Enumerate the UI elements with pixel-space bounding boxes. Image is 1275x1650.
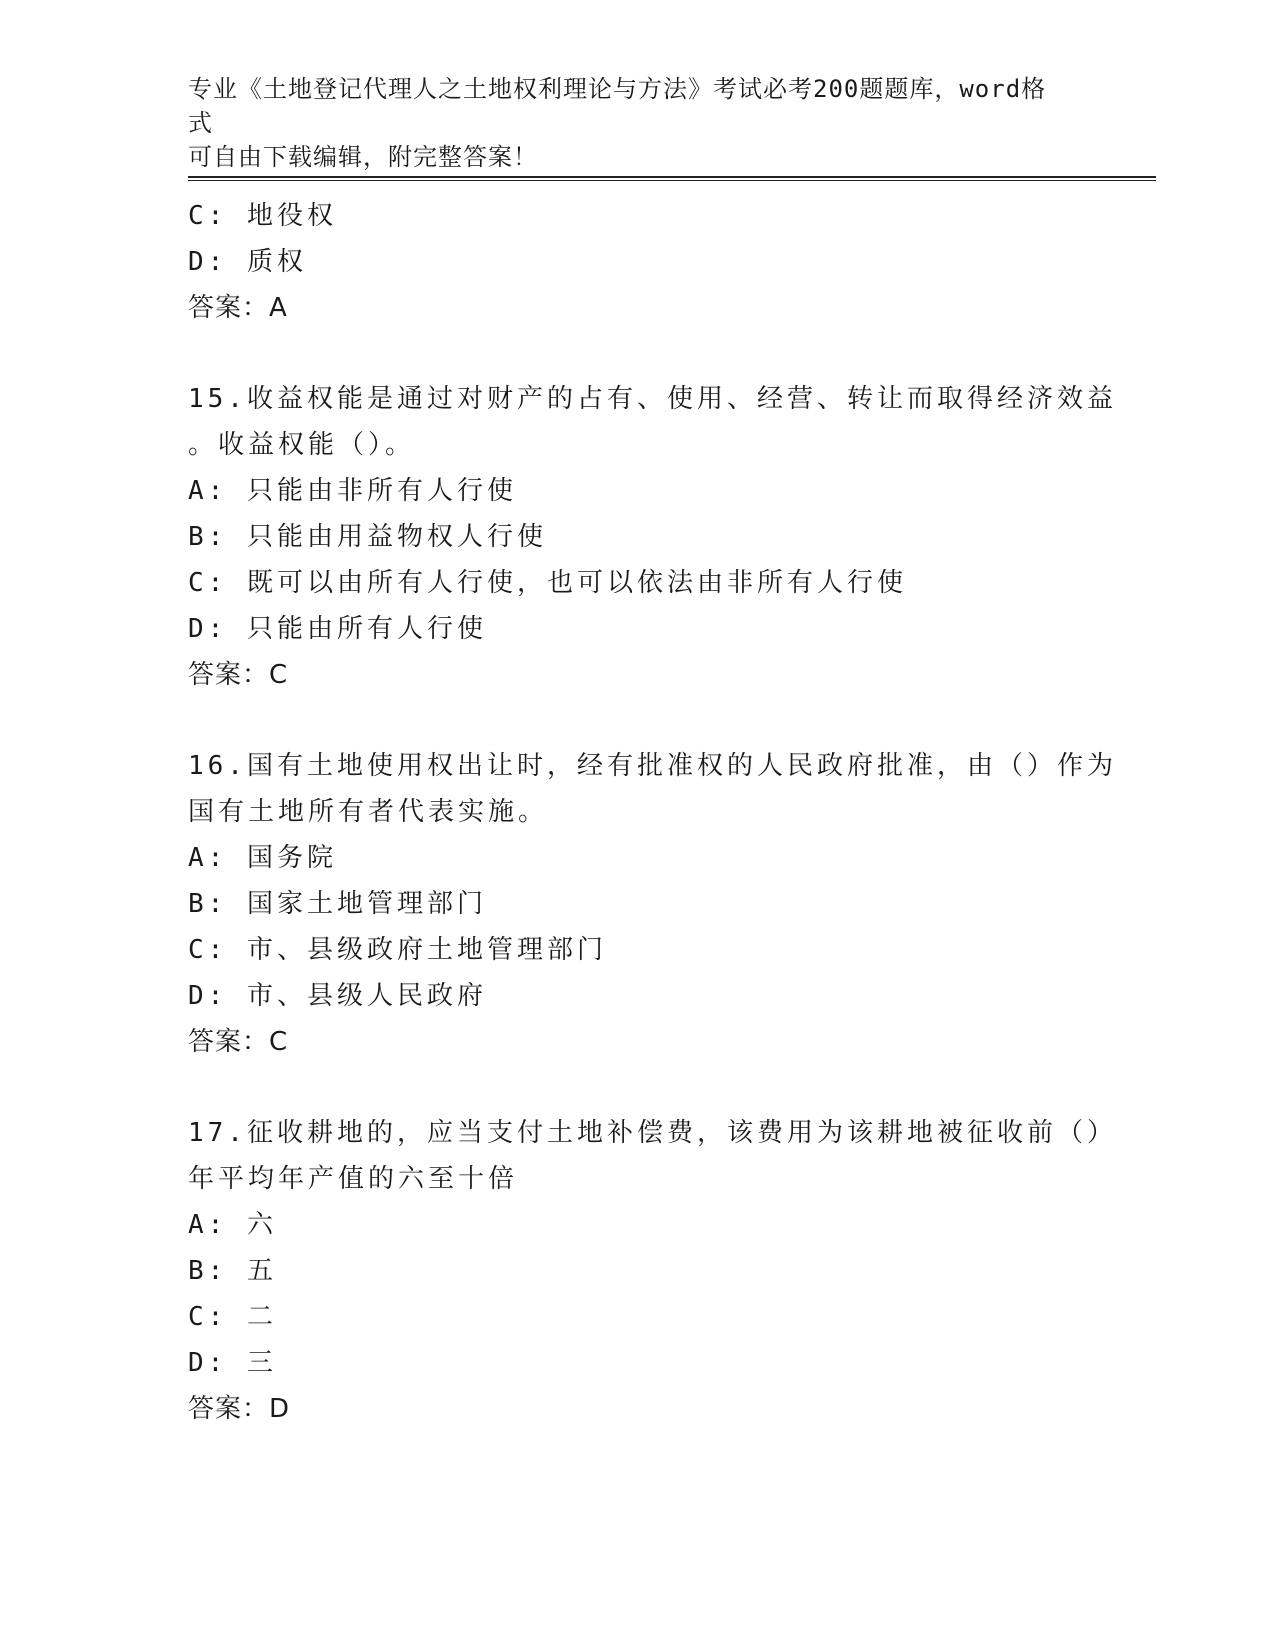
option-d: D: 质权 [188, 247, 307, 277]
answer-label: 答案：A [188, 293, 288, 323]
header-divider [188, 176, 1156, 181]
option-a: A: 国务院 [188, 843, 337, 873]
option-c: C: 二 [188, 1302, 277, 1332]
question-15 [188, 376, 1117, 698]
option-d: D: 只能由所有人行使 [188, 614, 487, 644]
question-text-line-1: 17.征收耕地的，应当支付土地补偿费，该费用为该耕地被征收前（） [188, 1118, 1117, 1148]
option-a: A: 只能由非所有人行使 [188, 476, 517, 506]
question-17 [188, 1110, 1117, 1432]
option-d: D: 三 [188, 1348, 277, 1378]
question-text-line-2: 国有土地所有者代表实施。 [188, 797, 549, 827]
option-b: B: 五 [188, 1256, 277, 1286]
carryover-question [188, 193, 1088, 331]
header-title-line-1: 专业《土地登记代理人之土地权利理论与方法》考试必考200题题库，word格式 [188, 75, 1047, 137]
answer-label: 答案：C [188, 660, 289, 690]
question-text-line-1: 16.国有土地使用权出让时，经有批准权的人民政府批准，由（）作为 [188, 751, 1117, 781]
option-a: A: 六 [188, 1210, 277, 1240]
answer-label: 答案：D [188, 1394, 291, 1424]
question-16 [188, 743, 1117, 1065]
question-text-line-2: 。收益权能（）。 [188, 430, 416, 460]
option-d: D: 市、县级人民政府 [188, 981, 487, 1011]
option-b: B: 国家土地管理部门 [188, 889, 487, 919]
header-title-line-2: 可自由下载编辑，附完整答案！ [188, 143, 538, 171]
option-c: C: 既可以由所有人行使，也可以依法由非所有人行使 [188, 568, 907, 598]
question-text-line-1: 15.收益权能是通过对财产的占有、使用、经营、转让而取得经济效益 [188, 384, 1117, 414]
option-b: B: 只能由用益物权人行使 [188, 522, 547, 552]
document-header [188, 72, 1068, 174]
option-c: C: 市、县级政府土地管理部门 [188, 935, 607, 965]
question-text-line-2: 年平均年产值的六至十倍 [188, 1164, 519, 1194]
answer-label: 答案：C [188, 1027, 289, 1057]
question-list [188, 193, 1117, 1432]
option-c: C: 地役权 [188, 201, 337, 231]
